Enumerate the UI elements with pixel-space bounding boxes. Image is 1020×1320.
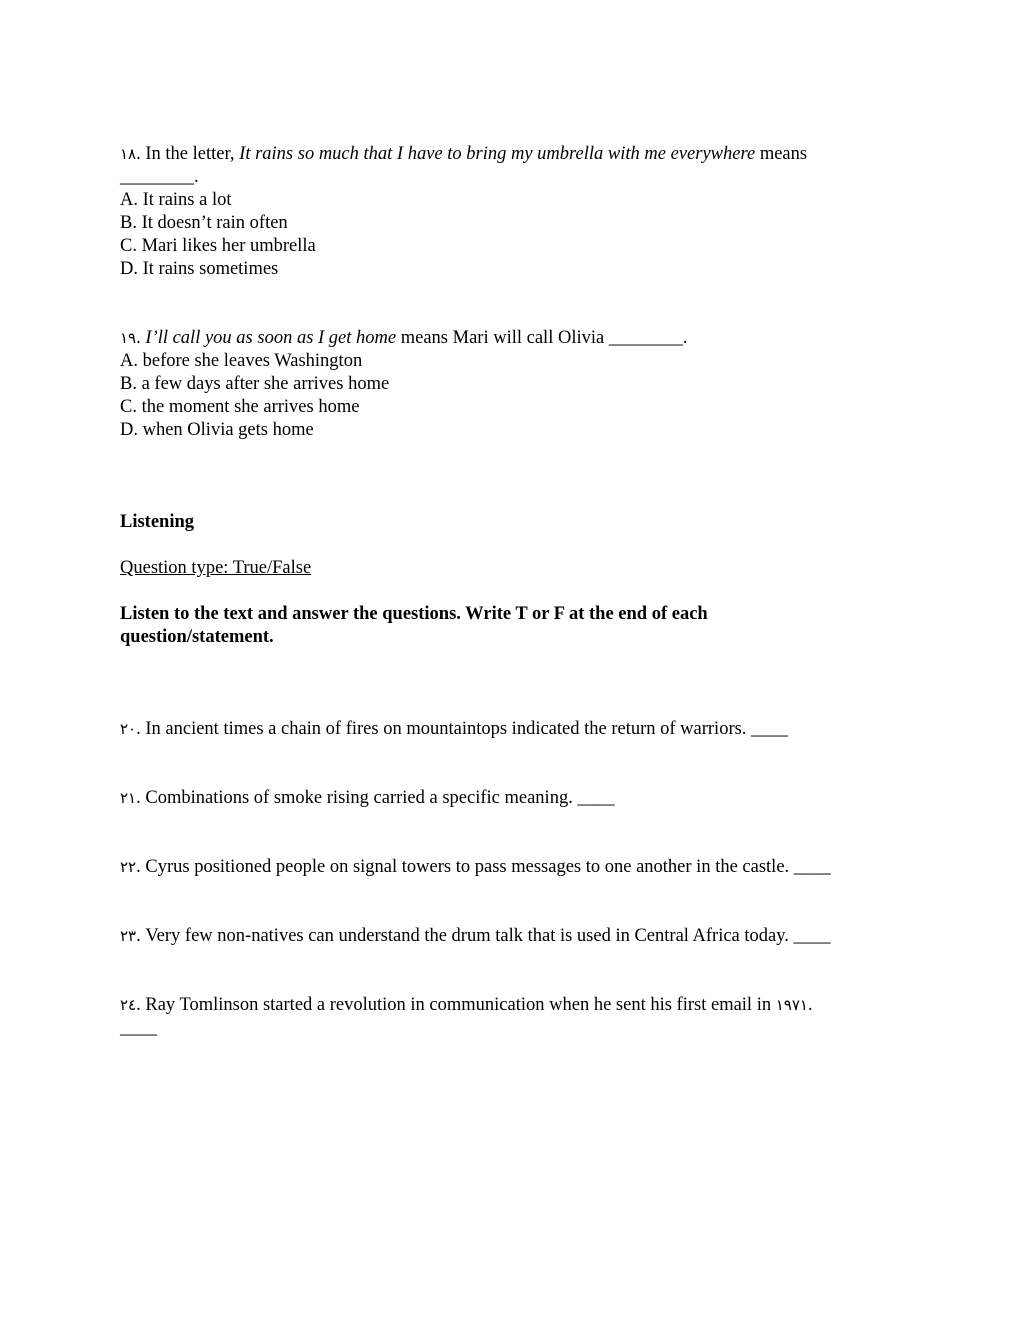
question-number: ٢٣ — [120, 927, 137, 945]
quoted-sentence: I’ll call you as soon as I get home — [145, 328, 397, 348]
option-d: D. when Olivia gets home — [120, 420, 314, 440]
option-b: B. a few days after she arrives home — [120, 374, 390, 394]
option-b: B. It doesn’t rain often — [120, 213, 288, 233]
question-number: ٢١ — [120, 789, 137, 807]
answer-blank: ____ — [120, 1018, 157, 1038]
question-type: Question type: True/False — [120, 558, 312, 578]
question-18-stem: ١٨. In the letter, It rains so much that I have to bring my umbrella with me everywhere means — [120, 144, 808, 164]
question-number: ٢٢ — [120, 858, 137, 876]
option-d: D. It rains sometimes — [120, 259, 279, 279]
quoted-sentence: It rains so much that I have to bring my umbrella with me everywhere — [239, 144, 756, 164]
answer-blank: ________. — [120, 167, 199, 187]
question-number: ١٩ — [120, 329, 137, 347]
tf-question-24: ٢٤. Ray Tomlinson started a revolution in communication when he sent his first email in ١٩٧١. ____ — [120, 994, 910, 1040]
question-19 — [120, 327, 910, 442]
year: ١٩٧١ — [775, 996, 808, 1014]
tf-question-22: ٢٢. Cyrus positioned people on signal towers to pass messages to one another in the castle. ____ — [120, 857, 831, 877]
tf-question-20: ٢٠. In ancient times a chain of fires on mountaintops indicated the return of warriors. ____ — [120, 719, 789, 739]
option-c: C. the moment she arrives home — [120, 397, 360, 417]
worksheet-page — [120, 143, 910, 1040]
question-number: ١٨ — [120, 145, 137, 163]
question-number: ٢٠ — [120, 720, 137, 738]
tf-question-21: ٢١. Combinations of smoke rising carried a specific meaning. ____ — [120, 788, 615, 808]
question-19-stem: ١٩. I’ll call you as soon as I get home means Mari will call Olivia ________. — [120, 328, 688, 348]
option-c: C. Mari likes her umbrella — [120, 236, 316, 256]
tf-question-23: ٢٣. Very few non-natives can understand the drum talk that is used in Central Africa today. ____ — [120, 926, 831, 946]
option-a: A. before she leaves Washington — [120, 351, 363, 371]
question-number: ٢٤ — [120, 996, 137, 1014]
section-heading: Listening — [120, 512, 195, 532]
instructions: Listen to the text and answer the questions. Write T or F at the end of each question/statement. — [120, 604, 708, 647]
option-a: A. It rains a lot — [120, 190, 232, 210]
question-18 — [120, 143, 910, 281]
